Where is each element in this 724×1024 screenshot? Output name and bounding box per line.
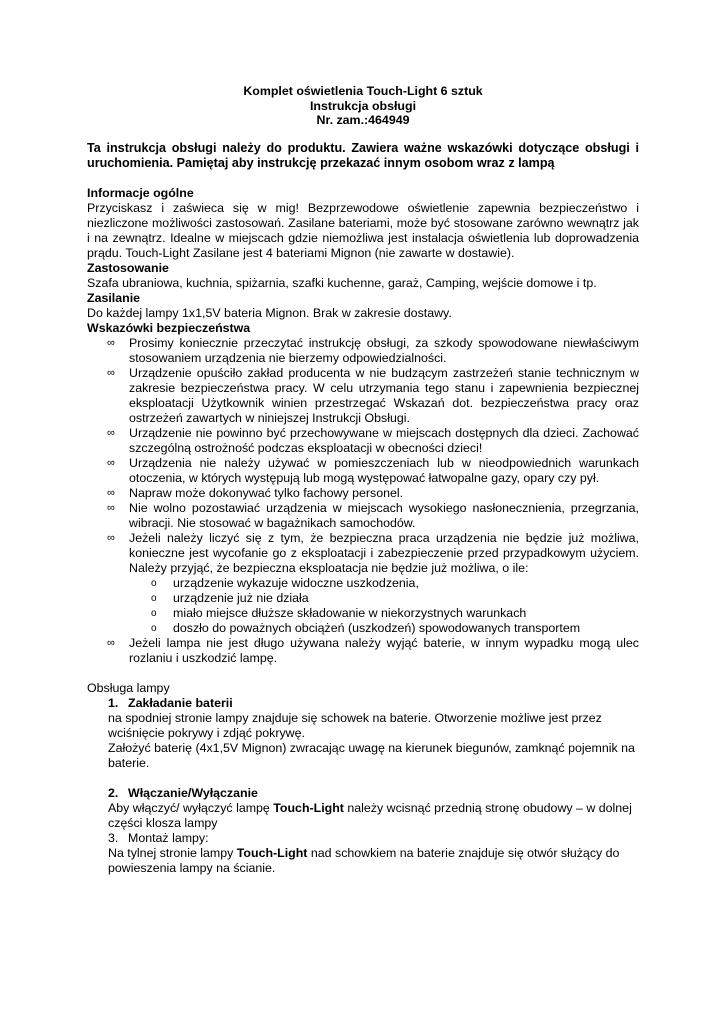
safety-item: ∞ Napraw może dokonywać tylko fachowy personel. [107, 485, 404, 500]
condition-item: o miało miejsce dłuższe składowanie w niekorzystnych warunkach [151, 605, 527, 620]
general-text: Przyciskasz i zaświeca się w mig! Bezprzewodowe oświetlenie zapewnia bezpieczeństwo i niezliczone możliwości zastosowań. Zasilane bateriami, może być stosowane zarówno wewnątrz jak i na zewnątrz. Idealne w miejscach gdzie niemożliwa jest instalacja oświetlenia lub doprowadzenia prądu. Touch-Light Zasilane jest 4 bateriami Mignon (nie zawarte w dostawie). [87, 200, 639, 260]
step-2-text: Aby włączyć/ wyłączyć lampę Touch-Light należy wcisnąć przednią stronę obudowy – w dolnej części klosza lampy [108, 800, 632, 830]
safety-section [87, 321, 639, 666]
step-3-heading: 3. Montaż lampy: [108, 830, 209, 845]
operation-section [87, 681, 639, 876]
condition-item: o urządzenie wykazuje widoczne uszkodzenia, [151, 575, 419, 590]
step-1-text-2: Założyć baterię (4x1,5V Mignon) zwracając uwagę na kierunek biegunów, zamknąć pojemnik na baterie. [108, 740, 635, 770]
safety-heading: Wskazówki bezpieczeństwa [87, 320, 251, 335]
document-subtitle: Instrukcja obsługi [309, 98, 417, 113]
condition-item: o doszło do poważnych obciążeń (uszkodzeń) spowodowanych transportem [151, 620, 581, 635]
infinity-bullet-icon: ∞ [107, 426, 115, 439]
step-1 [87, 696, 639, 771]
circle-bullet-icon: o [151, 622, 157, 634]
power-heading: Zasilanie [87, 290, 141, 305]
step-3 [87, 831, 639, 876]
step-1-text: na spodniej stronie lampy znajduje się schowek na baterie. Otworzenie możliwe jest przez wciśnięcie pokrywy i zdjąć pokrywę. [108, 710, 602, 740]
circle-bullet-icon: o [151, 607, 157, 619]
usage-text: Szafa ubraniowa, kuchnia, spiżarnia, szafki kuchenne, garaż, Camping, wejście domowe i tp. [87, 275, 597, 290]
safety-item: ∞ Urządzenia nie należy używać w pomieszczeniach lub w nieodpowiednich warunkach otoczenia, w których występują lub mogą występować łatwopalne gazy, opary czy pył. [107, 455, 639, 485]
infinity-bullet-icon: ∞ [107, 501, 115, 514]
safety-item: ∞ Jeżeli lampa nie jest długo używana należy wyjąć baterie, w innym wypadku mogą ulec rozlaniu i uszkodzić lampę. [107, 635, 639, 665]
general-heading: Informacje ogólne [87, 185, 194, 200]
operation-heading: Obsługa lampy [87, 680, 170, 695]
infinity-bullet-icon: ∞ [107, 456, 115, 469]
step-2-heading: 2. Włączanie/Wyłączanie [108, 785, 258, 800]
step-2 [87, 786, 639, 831]
order-number: Nr. zam.:464949 [316, 113, 410, 127]
circle-bullet-icon: o [151, 577, 157, 589]
safety-item: ∞ Jeżeli należy liczyć się z tym, że bezpieczna praca urządzenia nie będzie już możliwa, konieczne jest wycofanie go z eksploatacji i zabezpieczenie przed przypadkowym użyciem. Należy przyjąć, że bezpieczna eksploatacja nie będzie już możliwa, o ile: o urządzenie wykazuje widoczne uszkodzenia, o urządzenie już nie działa o miało miejsce dłuższe składowanie w niekorzystnych warunkach o doszło do poważnych obciążeń (uszkodzeń) spowodowanych transportem [107, 530, 639, 635]
step-3-text: Na tylnej stronie lampy Touch-Light nad schowkiem na baterie znajduje się otwór służący do powieszenia lampy na ścianie. [108, 845, 620, 875]
intro-paragraph: Ta instrukcja obsługi należy do produktu. Zawiera ważne wskazówki dotyczące obsługi i uruchomienia. Pamiętaj aby instrukcję przekazać innym osobom wraz z lampą [87, 140, 639, 170]
safety-item: ∞ Urządzenie opuściło zakład producenta w nie budzącym zastrzeżeń stanie technicznym w zakresie bezpieczeństwa pracy. W celu utrzymania tego stanu i zapewnienia bezpiecznej eksploatacji Użytkownik winien przestrzegać Wskazań dot. bezpieczeństwa pracy oraz ostrzeżeń zawartych w niniejszej Instrukcji Obsługi. [107, 365, 639, 425]
safety-item: ∞ Urządzenie nie powinno być przechowywane w miejscach dostępnych dla dzieci. Zachować szczególną ostrożność podczas eksploatacji w obecności dzieci! [107, 425, 639, 455]
general-section [87, 186, 639, 261]
document-page [87, 84, 639, 876]
document-title: Komplet oświetlenia Touch-Light 6 sztuk [243, 84, 483, 98]
usage-section [87, 261, 639, 291]
safety-list [87, 336, 639, 666]
power-section [87, 291, 639, 321]
infinity-bullet-icon: ∞ [107, 636, 115, 649]
safety-item: ∞ Prosimy koniecznie przeczytać instrukcję obsługi, za szkody spowodowane niewłaściwym stosowaniem urządzenia nie bierzemy odpowiedzialności. [107, 335, 639, 365]
usage-heading: Zastosowanie [87, 260, 169, 275]
condition-item: o urządzenie już nie działa [151, 590, 309, 605]
infinity-bullet-icon: ∞ [107, 531, 115, 544]
step-1-heading: 1. Zakładanie baterii [108, 695, 233, 710]
condition-list [129, 576, 639, 636]
circle-bullet-icon: o [151, 592, 157, 604]
safety-item: ∞ Nie wolno pozostawiać urządzenia w miejscach wysokiego nasłonecznienia, przegrzania, wibracji. Nie stosować w bagażnikach samochodów. [107, 500, 639, 530]
title-block [87, 84, 639, 128]
infinity-bullet-icon: ∞ [107, 486, 115, 499]
power-text: Do każdej lampy 1x1,5V bateria Mignon. Brak w zakresie dostawy. [87, 305, 452, 320]
infinity-bullet-icon: ∞ [107, 366, 115, 379]
infinity-bullet-icon: ∞ [107, 336, 115, 349]
